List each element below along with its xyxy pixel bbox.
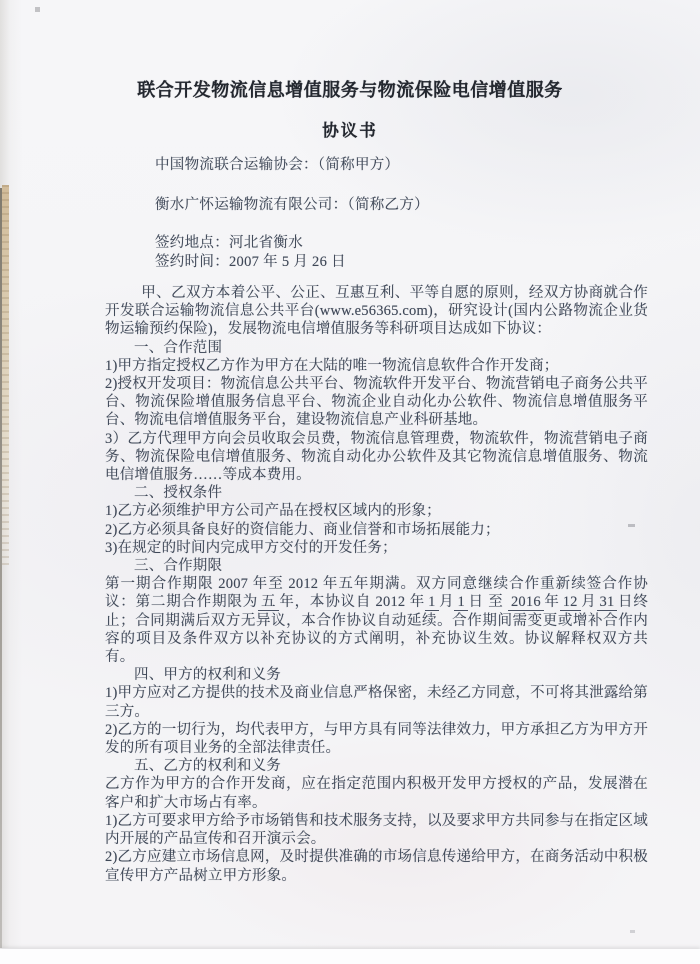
section5-item2: 2)乙方应建立市场信息网，及时提供准确的市场信息传递给甲方，在商务活动中积极宣传甲方产品树立甲方形象。 xyxy=(105,849,648,884)
signing-place-line: 签约地点：河北省衡水 xyxy=(155,235,303,251)
document-subtitle: 协议书 xyxy=(322,121,378,140)
scan-speck-right xyxy=(628,524,635,527)
parties-block xyxy=(155,156,700,271)
section3-heading: 三、合作期限 xyxy=(134,558,223,575)
signing-date-line: 签约时间：2007 年 5 月 26 日 xyxy=(155,253,346,270)
section2-item1: 1)乙方必须维护甲方公司产品在授权区域内的形象； xyxy=(105,503,441,520)
party-a-line: 中国物流联合运输协会：（简称甲方） xyxy=(155,157,400,173)
section2-item2: 2)乙方必须具备良好的资信能力、商业信誉和市场拓展能力； xyxy=(105,521,500,538)
scan-speck-bottom xyxy=(630,930,635,933)
term-text-3: 月 xyxy=(438,594,455,611)
scan-tan-edge-artifact xyxy=(2,185,9,565)
section5-intro: 乙方作为甲方的合作开发商，应在指定范围内积极开发甲方授权的产品，发展潜在客户和扩大市场占有率。 xyxy=(105,776,648,811)
party-b-line: 衡水广怀运输物流有限公司：（简称乙方） xyxy=(155,196,429,213)
section1-heading: 一、合作范围 xyxy=(134,339,223,356)
section4-heading: 四、甲方的权利和义务 xyxy=(134,667,281,684)
section1-item3: 3）乙方代理甲方向会员收取会员费，物流信息管理费，物流软件，物流营销电子商务、物流保险电信增值服务、物流自动化办公软件及其它物流信息增值服务、物流电信增值服务……等成本费用。 xyxy=(105,430,648,484)
term-blank-start-month: 1 xyxy=(425,594,438,611)
term-text-7: 日终止；合同期满后双方无异议，本合作协议自动延续。合作期间需变更或增补合作内容的项目及条件双方以补充协议的方式阐明，补充协议生效。协议解释权双方共有。 xyxy=(105,594,649,666)
document-header xyxy=(0,0,700,141)
section5-item1: 1)乙方可要求甲方给予市场销售和技术服务支持，以及要求甲方共同参与在指定区域内开展的产品宣传和召开演示会。 xyxy=(105,812,648,848)
section2-heading: 二、授权条件 xyxy=(134,485,223,502)
section3-term-paragraph xyxy=(105,575,648,666)
section4-item1: 1)甲方应对乙方提供的技术及商业信息严格保密，未经乙方同意，不可将其泄露给第三方。 xyxy=(105,685,648,720)
preamble-paragraph: 甲、乙双方本着公平、公正、互惠互利、平等自愿的原则，经双方协商就合作开发联合运输物流信息公共平台(www.e56365.com)，研究设计(国内公路物流企业货物运输预约保险)，发展物流电信增值服务等科研项目达成如下协议： xyxy=(105,285,648,338)
term-text-1: 第一期合作期限 2007 年至 2012 年五年期满。双方同意继续合作重新续签合作协议：第二期合作期限为 xyxy=(105,576,648,611)
section5-heading: 五、乙方的权利和义务 xyxy=(134,758,281,775)
section2-item3: 3)在规定的时间内完成甲方交付的开发任务； xyxy=(105,539,397,556)
section4-item2: 2)乙方的一切行为，均代表甲方，与甲方具有同等法律效力，甲方承担乙方为甲方开发的所有项目业务的全部法律责任。 xyxy=(105,721,648,757)
scan-speck-top-left xyxy=(35,7,40,12)
term-blank-start-day: 1 xyxy=(454,594,467,611)
term-blank-end-month: 12 xyxy=(560,594,581,611)
term-text-6: 月 xyxy=(580,594,597,611)
document-body xyxy=(105,284,648,885)
term-text-2: 年，本协议自 2012 年 xyxy=(279,594,426,611)
scan-bottom-edge xyxy=(0,949,700,964)
term-blank-end-day: 31 xyxy=(597,594,618,611)
term-text-4: 日 至 xyxy=(467,594,504,611)
term-blank-years: 五 xyxy=(258,594,279,611)
section1-item1: 1)甲方指定授权乙方作为甲方在大陆的唯一物流信息软件合作开发商； xyxy=(105,357,559,374)
document-title: 联合开发物流信息增值服务与物流保险电信增值服务 xyxy=(137,80,563,100)
term-blank-end-year: 2016 xyxy=(508,594,544,611)
section1-item2: 2)授权开发项目：物流信息公共平台、物流软件开发平台、物流营销电子商务公共平台、物流保险增值服务信息平台、物流企业自动化办公软件、物流信息增值服务平台、物流电信增值服务平台，建设物流信息产业科研基地。 xyxy=(105,376,648,429)
term-text-5: 年 xyxy=(543,594,560,611)
